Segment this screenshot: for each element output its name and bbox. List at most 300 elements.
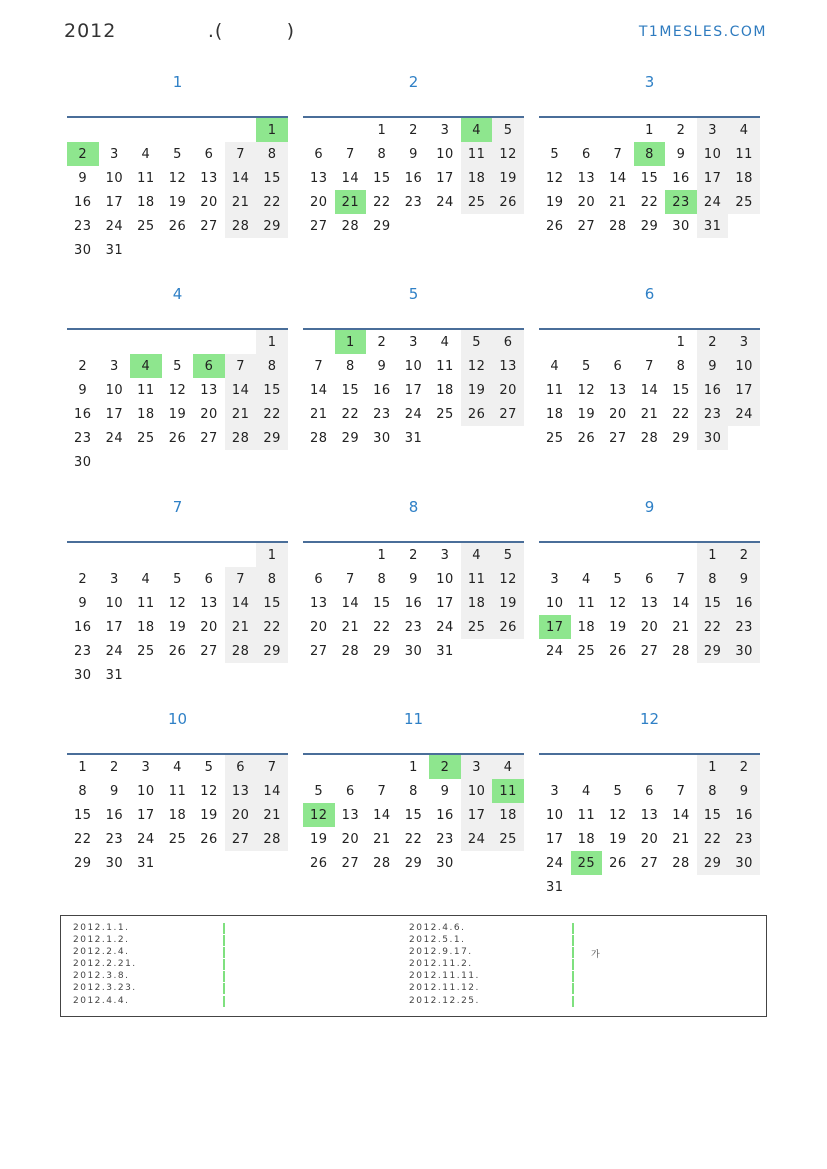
day-cell[interactable]: 15 <box>341 382 360 398</box>
day-cell[interactable]: 25 <box>137 430 155 446</box>
day-cell[interactable]: 26 <box>168 430 187 446</box>
day-cell[interactable]: 30 <box>436 855 454 871</box>
day-cell[interactable]: 23 <box>74 430 92 446</box>
day-cell[interactable]: 7 <box>256 755 288 779</box>
day-cell[interactable]: 22 <box>672 406 690 422</box>
day-cell[interactable]: 8 <box>256 354 288 378</box>
day-cell[interactable]: 18 <box>577 831 596 847</box>
day-cell[interactable]: 25 <box>728 190 760 214</box>
day-cell[interactable]: 8 <box>377 146 387 162</box>
day-cell[interactable]: 17 <box>105 406 124 422</box>
day-cell[interactable]: 3 <box>440 122 450 138</box>
day-cell[interactable]: 18 <box>461 591 493 615</box>
day-cell[interactable]: 10 <box>105 595 124 611</box>
day-cell[interactable]: 11 <box>728 142 760 166</box>
day-cell[interactable]: 21 <box>373 831 391 847</box>
day-cell[interactable]: 11 <box>137 382 155 398</box>
day-cell[interactable]: 12 <box>168 170 187 186</box>
day-cell[interactable]: 30 <box>74 667 92 683</box>
day-cell[interactable]: 5 <box>461 330 493 354</box>
day-cell[interactable]: 7 <box>225 142 257 166</box>
day-cell[interactable]: 3 <box>141 759 151 775</box>
day-cell[interactable]: 29 <box>256 639 288 663</box>
day-cell[interactable]: 30 <box>373 430 391 446</box>
day-cell[interactable]: 21 <box>225 402 257 426</box>
day-cell[interactable]: 14 <box>225 166 257 190</box>
day-cell[interactable]: 25 <box>492 827 524 851</box>
day-cell[interactable]: 19 <box>609 619 627 635</box>
day-cell[interactable]: 7 <box>377 783 387 799</box>
day-cell[interactable]: 30 <box>404 643 423 659</box>
day-cell[interactable]: 27 <box>577 218 596 234</box>
day-cell[interactable]: 19 <box>577 406 596 422</box>
holiday-day[interactable]: 6 <box>193 354 225 378</box>
day-cell[interactable]: 16 <box>74 194 92 210</box>
day-cell[interactable]: 18 <box>728 166 760 190</box>
day-cell[interactable]: 22 <box>341 406 360 422</box>
day-cell[interactable]: 17 <box>436 170 454 186</box>
day-cell[interactable]: 17 <box>728 378 760 402</box>
day-cell[interactable]: 3 <box>109 146 119 162</box>
day-cell[interactable]: 16 <box>373 382 391 398</box>
day-cell[interactable]: 1 <box>256 330 288 354</box>
day-cell[interactable]: 4 <box>492 755 524 779</box>
day-cell[interactable]: 10 <box>546 807 564 823</box>
day-cell[interactable]: 8 <box>256 567 288 591</box>
day-cell[interactable]: 18 <box>436 382 454 398</box>
day-cell[interactable]: 29 <box>373 218 391 234</box>
day-cell[interactable]: 14 <box>225 591 257 615</box>
day-cell[interactable]: 29 <box>640 218 659 234</box>
day-cell[interactable]: 10 <box>404 358 423 374</box>
day-cell[interactable]: 16 <box>74 619 92 635</box>
day-cell[interactable]: 23 <box>728 615 760 639</box>
day-cell[interactable]: 1 <box>697 543 729 567</box>
day-cell[interactable]: 14 <box>225 378 257 402</box>
day-cell[interactable]: 6 <box>225 755 257 779</box>
day-cell[interactable]: 26 <box>609 855 627 871</box>
day-cell[interactable]: 7 <box>645 358 654 374</box>
day-cell[interactable]: 10 <box>697 142 729 166</box>
day-cell[interactable]: 15 <box>256 166 288 190</box>
day-cell[interactable]: 6 <box>645 571 654 587</box>
day-cell[interactable]: 23 <box>373 406 391 422</box>
day-cell[interactable]: 28 <box>256 827 288 851</box>
day-cell[interactable]: 29 <box>697 851 729 875</box>
day-cell[interactable]: 16 <box>404 595 423 611</box>
day-cell[interactable]: 2 <box>676 122 686 138</box>
day-cell[interactable]: 29 <box>404 855 423 871</box>
day-cell[interactable]: 2 <box>697 330 729 354</box>
day-cell[interactable]: 18 <box>492 803 524 827</box>
day-cell[interactable]: 22 <box>256 190 288 214</box>
day-cell[interactable]: 1 <box>256 543 288 567</box>
day-cell[interactable]: 27 <box>310 643 328 659</box>
day-cell[interactable]: 7 <box>225 567 257 591</box>
day-cell[interactable]: 8 <box>78 783 88 799</box>
day-cell[interactable]: 20 <box>640 619 659 635</box>
day-cell[interactable]: 20 <box>225 803 257 827</box>
day-cell[interactable]: 4 <box>550 358 560 374</box>
day-cell[interactable]: 23 <box>105 831 124 847</box>
day-cell[interactable]: 10 <box>105 170 124 186</box>
day-cell[interactable]: 30 <box>672 218 690 234</box>
day-cell[interactable]: 7 <box>225 354 257 378</box>
day-cell[interactable]: 5 <box>613 783 623 799</box>
day-cell[interactable]: 28 <box>341 643 360 659</box>
day-cell[interactable]: 28 <box>373 855 391 871</box>
day-cell[interactable]: 3 <box>550 783 560 799</box>
day-cell[interactable]: 15 <box>256 591 288 615</box>
day-cell[interactable]: 28 <box>672 855 690 871</box>
day-cell[interactable]: 19 <box>168 194 187 210</box>
day-cell[interactable]: 1 <box>697 755 729 779</box>
day-cell[interactable]: 24 <box>436 194 454 210</box>
day-cell[interactable]: 23 <box>74 643 92 659</box>
day-cell[interactable]: 16 <box>105 807 124 823</box>
day-cell[interactable]: 24 <box>105 218 124 234</box>
day-cell[interactable]: 13 <box>492 354 524 378</box>
day-cell[interactable]: 24 <box>546 855 564 871</box>
day-cell[interactable]: 9 <box>377 358 387 374</box>
day-cell[interactable]: 17 <box>461 803 493 827</box>
day-cell[interactable]: 8 <box>697 567 729 591</box>
day-cell[interactable]: 5 <box>314 783 324 799</box>
day-cell[interactable]: 14 <box>609 170 627 186</box>
day-cell[interactable]: 26 <box>492 190 524 214</box>
day-cell[interactable]: 25 <box>137 218 155 234</box>
day-cell[interactable]: 12 <box>461 354 493 378</box>
day-cell[interactable]: 8 <box>409 783 418 799</box>
day-cell[interactable]: 2 <box>409 122 418 138</box>
day-cell[interactable]: 15 <box>373 595 391 611</box>
day-cell[interactable]: 29 <box>672 430 690 446</box>
day-cell[interactable]: 20 <box>640 831 659 847</box>
day-cell[interactable]: 18 <box>461 166 493 190</box>
day-cell[interactable]: 31 <box>404 430 423 446</box>
day-cell[interactable]: 10 <box>436 571 454 587</box>
day-cell[interactable]: 1 <box>676 334 686 350</box>
day-cell[interactable]: 19 <box>168 619 187 635</box>
day-cell[interactable]: 6 <box>613 358 623 374</box>
day-cell[interactable]: 11 <box>461 142 493 166</box>
day-cell[interactable]: 25 <box>577 643 596 659</box>
day-cell[interactable]: 9 <box>409 146 418 162</box>
day-cell[interactable]: 2 <box>109 759 119 775</box>
day-cell[interactable]: 8 <box>377 571 387 587</box>
day-cell[interactable]: 24 <box>436 619 454 635</box>
holiday-day[interactable]: 8 <box>634 142 666 166</box>
day-cell[interactable]: 27 <box>640 643 659 659</box>
day-cell[interactable]: 20 <box>310 194 328 210</box>
day-cell[interactable]: 4 <box>581 783 591 799</box>
day-cell[interactable]: 6 <box>204 571 214 587</box>
day-cell[interactable]: 27 <box>640 855 659 871</box>
day-cell[interactable]: 24 <box>105 643 124 659</box>
day-cell[interactable]: 21 <box>672 619 690 635</box>
day-cell[interactable]: 29 <box>373 643 391 659</box>
holiday-day[interactable]: 25 <box>571 851 603 875</box>
day-cell[interactable]: 14 <box>341 170 360 186</box>
day-cell[interactable]: 20 <box>200 194 218 210</box>
day-cell[interactable]: 16 <box>728 803 760 827</box>
day-cell[interactable]: 11 <box>436 358 454 374</box>
day-cell[interactable]: 10 <box>436 146 454 162</box>
day-cell[interactable]: 22 <box>373 194 391 210</box>
day-cell[interactable]: 18 <box>137 406 155 422</box>
day-cell[interactable]: 26 <box>310 855 328 871</box>
day-cell[interactable]: 24 <box>697 190 729 214</box>
day-cell[interactable]: 12 <box>492 567 524 591</box>
day-cell[interactable]: 20 <box>341 831 360 847</box>
day-cell[interactable]: 13 <box>225 779 257 803</box>
day-cell[interactable]: 12 <box>577 382 596 398</box>
day-cell[interactable]: 17 <box>436 595 454 611</box>
holiday-day[interactable]: 1 <box>335 330 367 354</box>
day-cell[interactable]: 14 <box>640 382 659 398</box>
day-cell[interactable]: 16 <box>728 591 760 615</box>
day-cell[interactable]: 6 <box>492 330 524 354</box>
holiday-day[interactable]: 4 <box>130 354 162 378</box>
holiday-day[interactable]: 12 <box>303 803 335 827</box>
day-cell[interactable]: 29 <box>74 855 92 871</box>
day-cell[interactable]: 2 <box>377 334 387 350</box>
day-cell[interactable]: 3 <box>440 547 450 563</box>
day-cell[interactable]: 26 <box>168 218 187 234</box>
day-cell[interactable]: 11 <box>168 783 187 799</box>
day-cell[interactable]: 23 <box>728 827 760 851</box>
day-cell[interactable]: 9 <box>78 170 88 186</box>
day-cell[interactable]: 19 <box>310 831 328 847</box>
day-cell[interactable]: 6 <box>314 571 324 587</box>
day-cell[interactable]: 18 <box>137 194 155 210</box>
day-cell[interactable]: 31 <box>546 879 564 895</box>
day-cell[interactable]: 17 <box>546 831 564 847</box>
holiday-day[interactable]: 23 <box>665 190 697 214</box>
day-cell[interactable]: 18 <box>546 406 564 422</box>
day-cell[interactable]: 26 <box>168 643 187 659</box>
day-cell[interactable]: 15 <box>256 378 288 402</box>
day-cell[interactable]: 7 <box>676 783 686 799</box>
day-cell[interactable]: 30 <box>728 851 760 875</box>
day-cell[interactable]: 22 <box>256 615 288 639</box>
day-cell[interactable]: 20 <box>609 406 627 422</box>
day-cell[interactable]: 8 <box>345 358 355 374</box>
day-cell[interactable]: 5 <box>173 571 182 587</box>
day-cell[interactable]: 28 <box>225 214 257 238</box>
day-cell[interactable]: 28 <box>609 218 627 234</box>
day-cell[interactable]: 14 <box>672 595 690 611</box>
day-cell[interactable]: 23 <box>404 194 423 210</box>
day-cell[interactable]: 19 <box>492 591 524 615</box>
day-cell[interactable]: 10 <box>546 595 564 611</box>
day-cell[interactable]: 29 <box>341 430 360 446</box>
day-cell[interactable]: 15 <box>697 591 729 615</box>
day-cell[interactable]: 28 <box>225 426 257 450</box>
day-cell[interactable]: 2 <box>409 547 418 563</box>
day-cell[interactable]: 27 <box>200 643 218 659</box>
day-cell[interactable]: 26 <box>492 615 524 639</box>
day-cell[interactable]: 12 <box>546 170 564 186</box>
day-cell[interactable]: 7 <box>676 571 686 587</box>
day-cell[interactable]: 14 <box>341 595 360 611</box>
day-cell[interactable]: 11 <box>137 595 155 611</box>
day-cell[interactable]: 4 <box>173 759 182 775</box>
day-cell[interactable]: 17 <box>137 807 155 823</box>
day-cell[interactable]: 20 <box>200 619 218 635</box>
day-cell[interactable]: 9 <box>440 783 450 799</box>
day-cell[interactable]: 31 <box>137 855 155 871</box>
day-cell[interactable]: 26 <box>461 402 493 426</box>
day-cell[interactable]: 13 <box>310 170 328 186</box>
day-cell[interactable]: 12 <box>168 595 187 611</box>
day-cell[interactable]: 9 <box>78 595 88 611</box>
holiday-day[interactable]: 17 <box>539 615 571 639</box>
day-cell[interactable]: 15 <box>404 807 423 823</box>
day-cell[interactable]: 26 <box>577 430 596 446</box>
day-cell[interactable]: 30 <box>105 855 124 871</box>
day-cell[interactable]: 27 <box>200 218 218 234</box>
day-cell[interactable]: 8 <box>697 779 729 803</box>
day-cell[interactable]: 4 <box>141 146 151 162</box>
day-cell[interactable]: 3 <box>461 755 493 779</box>
day-cell[interactable]: 15 <box>373 170 391 186</box>
day-cell[interactable]: 12 <box>609 807 627 823</box>
day-cell[interactable]: 21 <box>609 194 627 210</box>
day-cell[interactable]: 20 <box>310 619 328 635</box>
day-cell[interactable]: 18 <box>137 619 155 635</box>
day-cell[interactable]: 25 <box>436 406 454 422</box>
day-cell[interactable]: 9 <box>676 146 686 162</box>
day-cell[interactable]: 24 <box>404 406 423 422</box>
day-cell[interactable]: 24 <box>137 831 155 847</box>
day-cell[interactable]: 15 <box>640 170 659 186</box>
day-cell[interactable]: 27 <box>310 218 328 234</box>
day-cell[interactable]: 14 <box>256 779 288 803</box>
day-cell[interactable]: 5 <box>613 571 623 587</box>
day-cell[interactable]: 24 <box>461 827 493 851</box>
day-cell[interactable]: 31 <box>105 667 124 683</box>
day-cell[interactable]: 6 <box>581 146 591 162</box>
day-cell[interactable]: 7 <box>613 146 623 162</box>
day-cell[interactable]: 17 <box>105 194 124 210</box>
day-cell[interactable]: 12 <box>492 142 524 166</box>
day-cell[interactable]: 10 <box>137 783 155 799</box>
day-cell[interactable]: 21 <box>672 831 690 847</box>
day-cell[interactable]: 28 <box>310 430 328 446</box>
day-cell[interactable]: 31 <box>105 242 124 258</box>
day-cell[interactable]: 4 <box>440 334 450 350</box>
day-cell[interactable]: 13 <box>200 595 218 611</box>
day-cell[interactable]: 9 <box>409 571 418 587</box>
day-cell[interactable]: 19 <box>492 166 524 190</box>
day-cell[interactable]: 9 <box>697 354 729 378</box>
day-cell[interactable]: 19 <box>168 406 187 422</box>
day-cell[interactable]: 13 <box>200 382 218 398</box>
day-cell[interactable]: 27 <box>225 827 257 851</box>
day-cell[interactable]: 2 <box>78 571 88 587</box>
day-cell[interactable]: 11 <box>546 382 564 398</box>
day-cell[interactable]: 24 <box>546 643 564 659</box>
day-cell[interactable]: 9 <box>728 779 760 803</box>
day-cell[interactable]: 8 <box>676 358 686 374</box>
day-cell[interactable]: 8 <box>256 142 288 166</box>
day-cell[interactable]: 14 <box>310 382 328 398</box>
holiday-day[interactable]: 11 <box>492 779 524 803</box>
day-cell[interactable]: 22 <box>640 194 659 210</box>
day-cell[interactable]: 13 <box>609 382 627 398</box>
day-cell[interactable]: 1 <box>645 122 654 138</box>
day-cell[interactable]: 6 <box>645 783 654 799</box>
day-cell[interactable]: 27 <box>609 430 627 446</box>
day-cell[interactable]: 26 <box>200 831 218 847</box>
day-cell[interactable]: 23 <box>74 218 92 234</box>
day-cell[interactable]: 14 <box>373 807 391 823</box>
day-cell[interactable]: 2 <box>728 755 760 779</box>
day-cell[interactable]: 13 <box>200 170 218 186</box>
day-cell[interactable]: 5 <box>581 358 591 374</box>
day-cell[interactable]: 5 <box>492 543 524 567</box>
day-cell[interactable]: 24 <box>728 402 760 426</box>
day-cell[interactable]: 5 <box>173 146 182 162</box>
day-cell[interactable]: 13 <box>640 595 659 611</box>
day-cell[interactable]: 11 <box>461 567 493 591</box>
day-cell[interactable]: 13 <box>341 807 360 823</box>
day-cell[interactable]: 3 <box>109 358 119 374</box>
day-cell[interactable]: 16 <box>436 807 454 823</box>
day-cell[interactable]: 29 <box>697 639 729 663</box>
day-cell[interactable]: 26 <box>546 218 564 234</box>
day-cell[interactable]: 22 <box>74 831 92 847</box>
day-cell[interactable]: 9 <box>728 567 760 591</box>
day-cell[interactable]: 1 <box>78 759 88 775</box>
day-cell[interactable]: 14 <box>672 807 690 823</box>
day-cell[interactable]: 9 <box>109 783 119 799</box>
day-cell[interactable]: 12 <box>609 595 627 611</box>
day-cell[interactable]: 30 <box>728 639 760 663</box>
day-cell[interactable]: 1 <box>377 122 387 138</box>
day-cell[interactable]: 15 <box>697 803 729 827</box>
day-cell[interactable]: 13 <box>310 595 328 611</box>
day-cell[interactable]: 3 <box>697 118 729 142</box>
day-cell[interactable]: 20 <box>577 194 596 210</box>
day-cell[interactable]: 6 <box>345 783 355 799</box>
day-cell[interactable]: 20 <box>492 378 524 402</box>
day-cell[interactable]: 31 <box>436 643 454 659</box>
day-cell[interactable]: 29 <box>256 214 288 238</box>
day-cell[interactable]: 11 <box>577 807 596 823</box>
day-cell[interactable]: 7 <box>345 146 355 162</box>
day-cell[interactable]: 31 <box>697 214 729 238</box>
day-cell[interactable]: 12 <box>168 382 187 398</box>
day-cell[interactable]: 21 <box>256 803 288 827</box>
day-cell[interactable]: 25 <box>461 615 493 639</box>
day-cell[interactable]: 21 <box>225 190 257 214</box>
day-cell[interactable]: 25 <box>546 430 564 446</box>
day-cell[interactable]: 21 <box>310 406 328 422</box>
day-cell[interactable]: 10 <box>461 779 493 803</box>
day-cell[interactable]: 19 <box>200 807 218 823</box>
day-cell[interactable]: 20 <box>200 406 218 422</box>
day-cell[interactable]: 28 <box>640 430 659 446</box>
day-cell[interactable]: 23 <box>404 619 423 635</box>
day-cell[interactable]: 15 <box>672 382 690 398</box>
day-cell[interactable]: 21 <box>225 615 257 639</box>
day-cell[interactable]: 28 <box>672 643 690 659</box>
day-cell[interactable]: 30 <box>697 426 729 450</box>
day-cell[interactable]: 28 <box>225 639 257 663</box>
day-cell[interactable]: 27 <box>492 402 524 426</box>
